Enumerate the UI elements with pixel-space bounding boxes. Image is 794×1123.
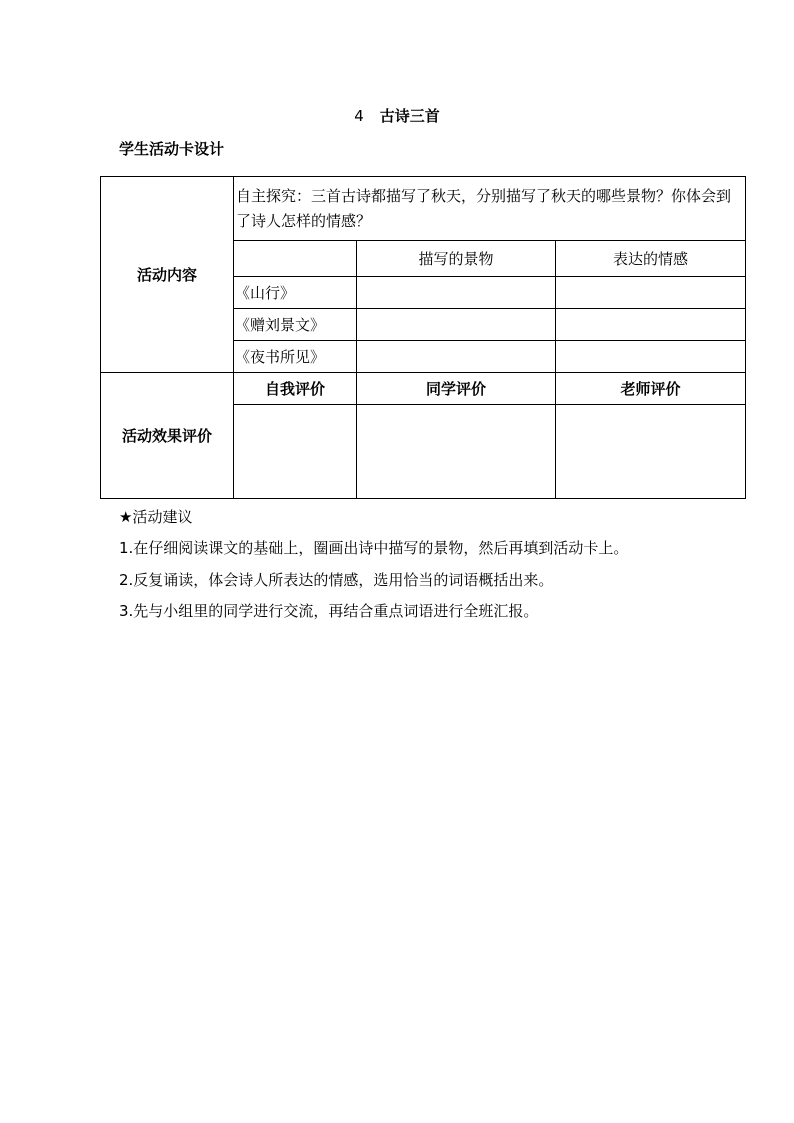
poem-title: 《山行》 bbox=[234, 277, 357, 309]
teacher-evaluation-cell[interactable] bbox=[556, 405, 746, 499]
emotion-cell[interactable] bbox=[556, 341, 746, 373]
inquiry-prompt: 自主探究：三首古诗都描写了秋天，分别描写了秋天的哪些景物？你体会到了诗人怎样的情感？ bbox=[234, 177, 746, 241]
table-row bbox=[101, 373, 746, 405]
suggestion-item: 1.在仔细阅读课文的基础上，圈画出诗中描写的景物，然后再填到活动卡上。 bbox=[119, 539, 629, 557]
self-evaluation-header: 自我评价 bbox=[234, 373, 357, 405]
scenery-cell[interactable] bbox=[357, 341, 556, 373]
emotion-cell[interactable] bbox=[556, 277, 746, 309]
teacher-evaluation-header: 老师评价 bbox=[556, 373, 746, 405]
suggestions-heading: ★活动建议 bbox=[119, 508, 193, 526]
scenery-cell[interactable] bbox=[357, 277, 556, 309]
header-cell-scenery: 描写的景物 bbox=[357, 241, 556, 277]
activity-card-table bbox=[100, 176, 746, 499]
lesson-title: 古诗三首 bbox=[379, 107, 440, 125]
emotion-cell[interactable] bbox=[556, 309, 746, 341]
lesson-number: 4 bbox=[354, 107, 364, 125]
self-evaluation-cell[interactable] bbox=[234, 405, 357, 499]
poem-title: 《夜书所见》 bbox=[234, 341, 357, 373]
suggestion-item: 2.反复诵读，体会诗人所表达的情感，选用恰当的词语概括出来。 bbox=[119, 571, 554, 589]
scenery-cell[interactable] bbox=[357, 309, 556, 341]
peer-evaluation-header: 同学评价 bbox=[357, 373, 556, 405]
header-cell-empty bbox=[234, 241, 357, 277]
table-row bbox=[101, 177, 746, 241]
poem-title: 《赠刘景文》 bbox=[234, 309, 357, 341]
suggestion-item: 3.先与小组里的同学进行交流，再结合重点词语进行全班汇报。 bbox=[119, 602, 539, 620]
activity-evaluation-label: 活动效果评价 bbox=[101, 373, 234, 499]
peer-evaluation-cell[interactable] bbox=[357, 405, 556, 499]
header-cell-emotion: 表达的情感 bbox=[556, 241, 746, 277]
activity-content-label: 活动内容 bbox=[101, 177, 234, 373]
section-subtitle: 学生活动卡设计 bbox=[119, 140, 225, 158]
page-title bbox=[0, 106, 794, 126]
